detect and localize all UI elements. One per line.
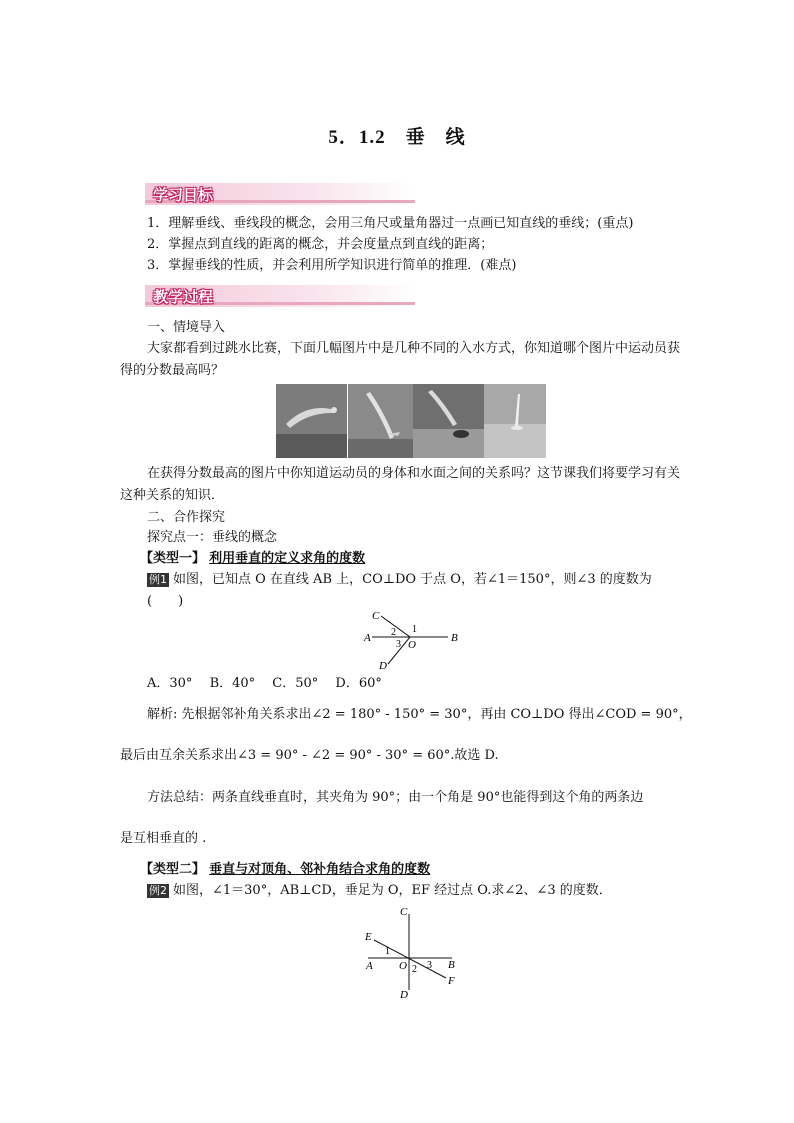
teaching-process-banner [145, 285, 415, 307]
fig1-label-D: D [379, 660, 387, 672]
fig2-label-A: A [366, 960, 373, 972]
fig1-angle-2: 2 [391, 627, 396, 638]
goal-item-1: 1．理解垂线、垂线段的概念，会用三角尺或量角器过一点画已知直线的垂线；(重点) [147, 216, 634, 231]
fig2-label-D: D [400, 989, 408, 1001]
teaching-process-label: 教学过程 [153, 288, 214, 306]
diver-photo-3 [413, 384, 484, 458]
intro-paragraph: 大家都看到过跳水比赛，下面几幅图片中是几种不同的入水方式，你知道哪个图片中运动员获得的分数最高吗？ [120, 341, 681, 378]
heading-cooperative-explore: 二、合作探究 [147, 510, 226, 525]
type1-bracket: 【类型一】 [140, 551, 206, 566]
learning-goals-banner [145, 183, 415, 205]
fig2-angle-3: 3 [427, 960, 432, 971]
goal-item-2: 2．掌握点到直线的距离的概念，并会度量点到直线的距离； [147, 237, 494, 252]
example2-badge: 例2 [149, 884, 167, 897]
example2 [147, 881, 612, 901]
type2-bracket: 【类型二】 [140, 862, 206, 877]
type1-title: 利用垂直的定义求角的度数 [209, 551, 366, 566]
example1-badge: 例1 [149, 573, 167, 586]
type2-title: 垂直与对顶角、邻补角结合求角的度数 [209, 862, 431, 877]
fig1-label-B: B [451, 632, 458, 644]
example2-text: 如图，∠1＝30°，AB⊥CD，垂足为 O，EF 经过点 O.求∠2、∠3 的度数． [173, 883, 612, 898]
diver-photo-4 [484, 384, 555, 458]
analysis-line-1: 解析: 先根据邻补角关系求出∠2 = 180° - 150° = 30°，再由 CO⊥DO 得出∠COD = 90°， [147, 707, 692, 722]
method-summary-line-2: 是互相垂直的 . [120, 831, 207, 846]
goal-item-3: 3．掌握垂线的性质，并会利用所学知识进行简单的推理．(难点) [147, 258, 517, 273]
example1-options: A．30° B．40° C．50° D．60° [147, 676, 382, 691]
fig1-angle-3: 3 [396, 639, 401, 650]
fig2-label-F: F [448, 975, 455, 987]
fig1-label-A: A [364, 632, 371, 644]
type2-heading [140, 860, 430, 880]
fig2-label-C: C [400, 906, 408, 918]
fig2-label-B: B [448, 959, 455, 971]
fig1-label-C: C [372, 610, 380, 622]
figure2-diagram [360, 902, 470, 1004]
diver-photo-2 [348, 384, 419, 458]
method-summary-line-1: 方法总结：两条直线垂直时，其夹角为 90°；由一个角是 90°也能得到这个角的两条边 [147, 790, 644, 805]
analysis-line-2: 最后由互余关系求出∠3 = 90° - ∠2 = 90° - 30° = 60°.故选 D. [120, 748, 499, 763]
diver-photo-1 [276, 384, 347, 458]
fig2-label-E: E [365, 931, 372, 943]
figure1-diagram [360, 606, 470, 672]
fig1-angle-1: 1 [412, 624, 417, 635]
explore-point-1: 探究点一：垂线的概念 [147, 530, 278, 545]
after-photos-paragraph: 在获得分数最高的图片中你知道运动员的身体和水面之间的关系吗？这节课我们将要学习有关这种关系的知识． [120, 466, 681, 503]
heading-situation-intro: 一、情境导入 [147, 320, 226, 335]
example1-text: 如图，已知点 O 在直线 AB 上，CO⊥DO 于点 O，若∠1＝150°，则∠3 的度数为( ) [147, 572, 652, 609]
type1-heading [140, 549, 365, 569]
learning-goals-label: 学习目标 [153, 186, 214, 204]
fig1-label-O: O [408, 639, 416, 651]
fig2-angle-2: 2 [412, 964, 417, 975]
fig2-label-O: O [399, 960, 407, 972]
fig2-angle-1: 1 [385, 946, 390, 957]
page-title: 5．1.2 垂 线 [328, 127, 466, 148]
